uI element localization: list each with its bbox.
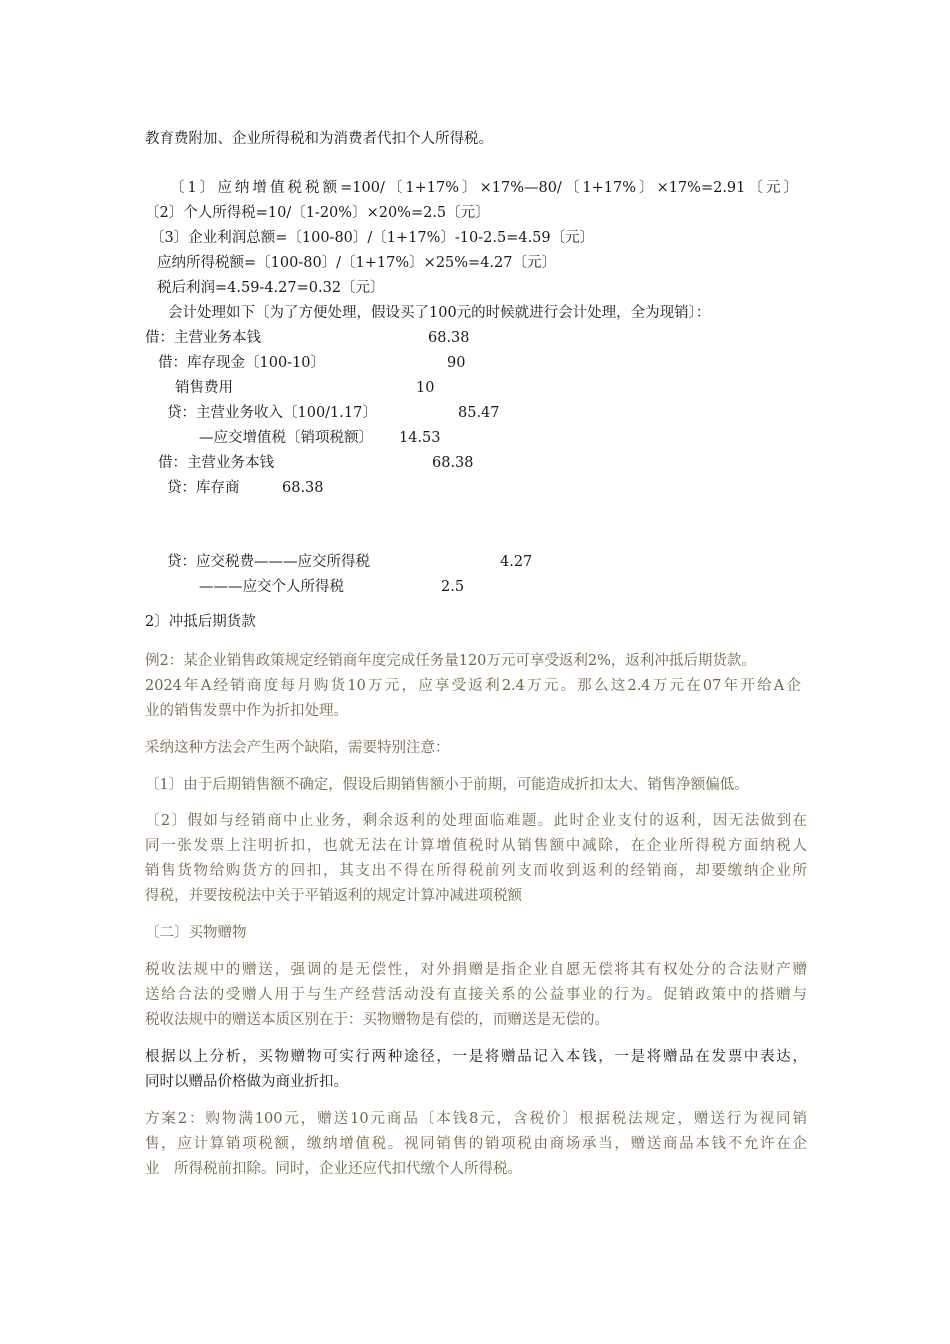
entry-amount: 68.38 (282, 480, 324, 496)
example-2-line: 2024年A经销商度每月购货10万元，应享受返利2.4万元。那么这2.4万元在07年开给A企 (145, 678, 801, 694)
entry-label: 借：主营业务本钱 (145, 330, 261, 346)
defects-intro: 采纳这种方法会产生两个缺陷，需要特别注意： (145, 740, 450, 756)
section-heading: 〔二〕买物赠物 (145, 925, 247, 941)
plan-2-line: 业 所得税前扣除。同时，企业还应代扣代缴个人所得税。 (145, 1161, 522, 1177)
entry-amount: 85.47 (458, 405, 500, 421)
analysis-paragraph-line: 同时以赠品价格做为商业折扣。 (145, 1074, 348, 1090)
section-heading: 2〕冲抵后期货款 (145, 614, 256, 630)
entry-label: —应交增值税〔销项税额〕 (199, 430, 373, 446)
entry-amount: 68.38 (428, 330, 470, 346)
entry-label: ———应交个人所得税 (199, 579, 344, 595)
entry-amount: 2.5 (441, 579, 465, 595)
entry-label: 贷：主营业务收入〔100/1.17〕 (167, 405, 377, 421)
example-2-line: 业的销售发票中作为折扣处理。 (145, 703, 348, 719)
defect-2-line: 得税，并要按税法中关于平销返利的规定计算冲减进项税额 (145, 888, 522, 904)
profit-calculation: 〔3〕企业利润总额=〔100-80〕/〔1+17%〕-10-2.5=4.59〔元〕 (150, 230, 595, 246)
after-tax-profit: 税后利润=4.59-4.27=0.32〔元〕 (157, 280, 385, 296)
gift-paragraph-line: 送给合法的受赠人用于与生产经营活动没有直接关系的公益事业的行为。促销政策中的搭赠与 (145, 987, 807, 1003)
entry-amount: 90 (447, 355, 466, 371)
analysis-paragraph-line: 根据以上分析，买物赠物可实行两种途径，一是将赠品记入本钱，一是将赠品在发票中表达， (145, 1049, 807, 1065)
defect-2-line: 销售货物给购货方的回扣，其支出不得在所得税前列支而收到返利的经销商，却要缴纳企业所 (145, 863, 807, 879)
entry-label: 销售费用 (175, 380, 233, 396)
accounting-intro: 会计处理如下〔为了方便处理，假设买了100元的时候就进行会计处理，全为现销〕： (168, 305, 711, 321)
income-tax-calculation: 应纳所得税额=〔100-80〕/〔1+17%〕×25%=4.27〔元〕 (157, 255, 556, 271)
entry-amount: 10 (416, 380, 435, 396)
gift-paragraph-line: 税收法规中的赠送，强调的是无偿性，对外捐赠是指企业自愿无偿将其有权处分的合法财产赠 (145, 962, 807, 978)
entry-amount: 14.53 (399, 430, 441, 446)
entry-label: 借：主营业务本钱 (158, 455, 274, 471)
entry-amount: 68.38 (432, 455, 474, 471)
entry-label: 借：库存现金〔100-10〕 (158, 355, 326, 371)
plan-2-line: 售，应计算销项税额，缴纳增值税。视同销售的销项税由商场承当，赠送商品本钱不允许在企 (145, 1136, 807, 1152)
entry-label: 贷：应交税费———应交所得税 (167, 554, 370, 570)
example-2-line: 例2：某企业销售政策规定经销商年度完成任务量120万元可享受返利2%，返利冲抵后期货款。 (145, 653, 756, 669)
entry-amount: 4.27 (500, 554, 533, 570)
defect-1: 〔1〕由于后期销售额不确定，假设后期销售额小于前期，可能造成折扣太大、销售净额偏低。 (145, 777, 749, 793)
defect-2-line: 同一张发票上注明折扣，也就无法在计算增值税时从销售额中减除，在企业所得税方面纳税人 (145, 838, 807, 854)
intro-line: 教育费附加、企业所得税和为消费者代扣个人所得税。 (145, 131, 493, 147)
entry-label: 贷：库存商 (167, 480, 240, 496)
defect-2-line: 〔2〕假如与经销商中止业务，剩余返利的处理面临难题。此时企业支付的返利，因无法做到在 (145, 813, 807, 829)
gift-paragraph-line: 税收法规中的赠送本质区别在于：买物赠物是有偿的，而赠送是无偿的。 (145, 1012, 609, 1028)
vat-calculation: 〔1〕应纳增值税税额=100/〔1+17%〕×17%—80/〔1+17%〕×17%=2.91〔元〕 (170, 180, 798, 196)
plan-2-line: 方案2：购物满100元，赠送10元商品〔本钱8元，含税价〕根据税法规定，赠送行为视同销 (145, 1111, 807, 1127)
personal-tax-calculation: 〔2〕个人所得税=10/〔1-20%〕×20%=2.5〔元〕 (145, 205, 490, 221)
